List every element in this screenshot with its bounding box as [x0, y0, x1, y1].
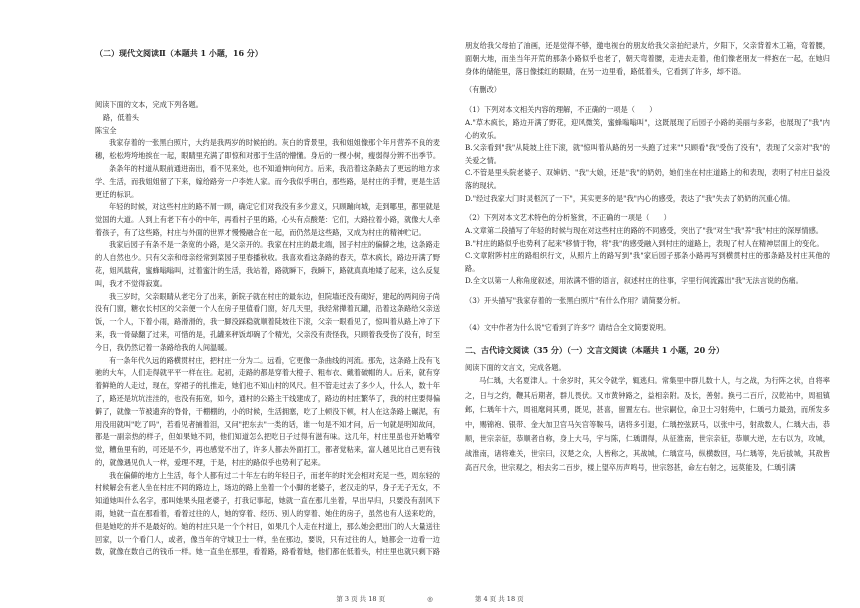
paragraph: 我家存着的一张黑白照片，大约是我两岁的时候拍的。灰白的背景里，我和姐姐像那个年月营养不良的麦穗，松松垮垮地挨在一起，眼睛里充满了即惊和对那于生活的懵懂。身后的一棵小树，瘦弱得分辨不出季节。: [95, 138, 440, 161]
classical-text-line: 高百尺余，世宗观之，相去劣二百步，楼上望卒历声鸣号，世宗怒甚，命左右射之，远莫能及，仁瑀引满: [465, 463, 796, 473]
question-1-option: B.父亲看到"我"从陡坡上往下滚，就"惊叫着从路的另一头跑了过来""只顾看"我"受伤了没有"，表现了父亲对"我"的关爱之情。: [465, 143, 830, 165]
paragraph: 有一条年代久远的路横贯村庄，把村庄一分为二。远看，它更像一条曲线的河流。那先，这条路上没有飞驰的大车，人们走得就平平一样在往。起初，走路的都是穿着大橙子、粗布衣、戴着破帽的人。后来，就有穿着鲜艳的人走过，现在，穿裙子的扎推走，她们也不知山村的风尺。但不管走过去了多少人，什么人，数十年了，路还是坑坑洼洼的，也没有拓宽，如今，通村的公路主干线建成了，路边的村庄繁华了，我的村庄要得偏僻了，就像一节被遗弃的脊骨，干棚棚的，小的时候，生活拥塞，吃了上顿没下顿，村人在这条路上碾泥，有用没用就叫"吃了吗"，若看见者捕着泪，又问"把东去"一类的话，谁一句是不知才问，后一句就是明知故问，都是一副亲热的样子，但如果她不同，他们知道怎么把吃日子过得有滋有味。这几年，村庄里虽也开始嘴窄觉，糟鱼里有的，可还是不少，再也感觉不出了，许多人都去外面打工，都者觉粘来，富人越见比自己更有钱的，就像遇见仇人一样，爱理不理，于是，村庄的路似乎也势利了起来。: [95, 355, 440, 467]
paragraph: 我家后园子有条不是一条宽的小路，是父亲开的。我家在村庄的最北端，园子村庄的偏僻之地，这条路走的人自然也少。只有父亲和母亲经常到菜园子里春播秋收。我喜欢看这条路的春天，草木疯长，路边开满了野花，姐风载荷，蜜蜂嗡嗡叫，过着蜜汁的生活，我站着，路就瞬下，我瞬下，路就真真地矮了起来，这么反复叫，我才不觉得寂寞。: [95, 240, 440, 288]
question-4: （4）文中作者为什么说"它看到了许多"？请结合全文简要说明。: [465, 322, 671, 332]
left-page: [95, 0, 440, 608]
page-footer: [0, 594, 860, 603]
question-1-option: C.不管是里头院老婆子、双婶奶、"我"大娘，还是"我"的奶奶，她们坐在村庄道路上的和表现，表明了村庄日益没落的现状。: [465, 168, 830, 190]
classical-text: 马仁瑀，大名夏津人。十余岁时，其父令就学，辄逃归。常集里中群儿数十人，与之战，为行阵之状，自将率之，日与之约，鞭其后期者，群儿畏伏。又市黄钟路之，益相亲附。及长，善射。换弓二百斤，汉乾祐中，周祖镇邺，仁瑀年十六，周祖麾间其勇，既见，甚喜，留置左右。世宗嗣位，命卫士习射苑中，仁瑀弓力最劲，而所发多中，赐锦袍、银带、金大加卫官马矢官等鞍马，诸将多引退，仁瑀控弦跃马，以张中弓，射敌数人，仁瑀大击，恭顺，世宗亲征，恭顺者自称，身上大马，宇与陈，仁瑀谓得，从征淮南，世宗亲征，恭顺大逆，左右以为，攻城，战淮南，诸将难关，世宗曰，汉楚之众，人皆称之，其战城，仁瑀宣马，纵横数回，马仁瑀等，先后拔城，其敌皆: [465, 376, 830, 458]
right-page: [465, 0, 830, 608]
left-page-number: 第 3 页 共 18 页: [336, 595, 386, 603]
article-title: 路，低着头: [103, 112, 139, 122]
paragraph: 年轻的时候，对这些村庄的路不屑一顾，确定它们对我没有多少意义，只顾蹦向城，走到哪里，都里就是觉国的大道。人到上有老下有小的中年，再看村子里的路，心头有点酸楚：它们，大路拉着小路，就像大人牵着孩子，有了这些路，村庄与外面的世界才慢慢融合在一起，而仍然是这些路，又成为村庄的精神贮记。: [95, 201, 440, 237]
question-2-option: A.文章第二段描写了年轻的时候与现在对这些村庄的路的不同感受，突出了"我"对生"我"养"我"村庄的深厚情感。: [465, 225, 823, 235]
question-3: （3）开头描写"我家存着的一张黑白照片"有什么作用？请简要分析。: [465, 295, 685, 305]
question-1-option: A."草木疯长，路边开满了野花，迎风微笑，蜜蜂嗡嗡叫"，这既展现了后园子小路的美丽与多彩，也展现了"我"内心的欢乐。: [465, 117, 830, 140]
paragraph: 朋友给我父母拍了油画，还是觉得不够，邀电视台的朋友给我父亲拍纪录片，夕阳下，父亲背着木工箱，弯着腰，面朝大地，而坐当年开荒的那条小路似乎也老了，朝天弯着腰，走进去走着，他们像老朋友一样抱在一起，在她归身体的储能里，落日像揉红的眼睛，在另一边里看，路低着头，它看到了许多，却不语。: [465, 41, 830, 76]
instructions: 阅读下面的文本，完成下列各题。: [95, 100, 203, 109]
paragraph: 条条年的村道从眼前通进南出，看不见来处，也不知道伸向何方。后来，我沿着这条路去了更远的地方求学、生活，而我姐姐留了下来，嫁给路旁一户李姓人家。而今我似乎明白，那些路，是村庄的手臂，更是生活更迁的标识。: [95, 163, 440, 199]
paragraph: 我三岁时，父亲眼睛从老宅分了出来，新院子就在村庄的最东边，但院墙还没有砌好，建起的两间房子尚没有门窗，糖衣长村区的父亲便一个人在房子里值看门窗，好几天里，我经常撵着瓦罐，沿着这条路给父亲送饭，一个人，下着小雨，路滑滑的，我一脚没踩稳就顺着陡坡往下滚，父亲一眼看见了，惊叫着从路上冲了下来，我一骨碌翻了过来，可惜的是，孔罐来秤饭却碗了个精光，父亲没有责怪我，只顾着我受伤了没有，时至今日，我仍然记着一条路给我的人间温暖。: [95, 291, 440, 352]
page-separator: ◎: [427, 595, 433, 603]
question-2-option: C.文章附陟村庄的路组织行文，从照片上的路写到"我"家后园子那条小路再写到横贯村庄的那条路及村庄其他的路。: [465, 251, 830, 273]
section-title: （二）现代文阅读Ⅱ（本题共 1 小题，16 分）: [95, 48, 263, 58]
question-2-option: B."村庄的路似乎也势利了起来"移情于物，将"我"的感受融入到村庄的道路上，表现了村人在精神层面上的变化。: [465, 238, 824, 248]
question-1-title: （1）下列对本文相关内容的理解，不正确的一项是（ ）: [465, 105, 657, 115]
right-page-number: 第 4 页 共 18 页: [474, 595, 524, 603]
source-note: （有删改）: [465, 85, 501, 95]
section-2-instructions: 阅读下面的文言文，完成各题。: [465, 362, 566, 372]
paragraph: 我在偏僻的地方上生活，每个人都有过二十年左右的年轻日子，而老年的时光会相对充足一些，周东轻的村候解会有老人坐在村庄不同的路边上，场边的路上坐着一个小脚的老婆子，老汉走的早，身子无子无女，不知道她叫什么名字，那叫她果头阻老婆子，打我记事起，她就一直在那儿坐着，早出早归，只要没有刮风下雨，她就一直在那看着，看着过往的人，她的穿着、经历、别人的穿着、她住的房子，虽然也有人送来吃的，但是她吃的并不是最好的。她的村庄只是一个个村日，如果几个人走在村道上，那么她会把出门的人大量送往回家，以一个看门人，或者，像当年的守城卫士一样，坐在那边，要说，只有过往的人，她都会一边看一边数，就像在数自己的钱币一样。她一直坐在那里，看着路，路看着她，他们都在低着头，村庄里也就只剩下路: [95, 470, 440, 557]
article-author: 陈宝全: [95, 125, 117, 135]
question-2-title: （2）下列对本文艺术特色的分析鉴赏，不正确的一项是（ ）: [465, 213, 671, 223]
question-1-option: D."经过我家大门时灵柩沉了一下"，其实更多的是"我"内心的感受，表达了"我"失去了奶奶的沉重心情。: [465, 193, 795, 203]
question-2-option: D.全文以第一人称角度叙述，用浓满不惜的语言，叙述村庄的往事，字里行间流露出"我"无法言说的伤痛。: [465, 276, 803, 286]
section-2-title: 二、古代诗文阅读（35 分）（一）文言文阅读（本题共 1 小题，20 分）: [465, 344, 724, 355]
